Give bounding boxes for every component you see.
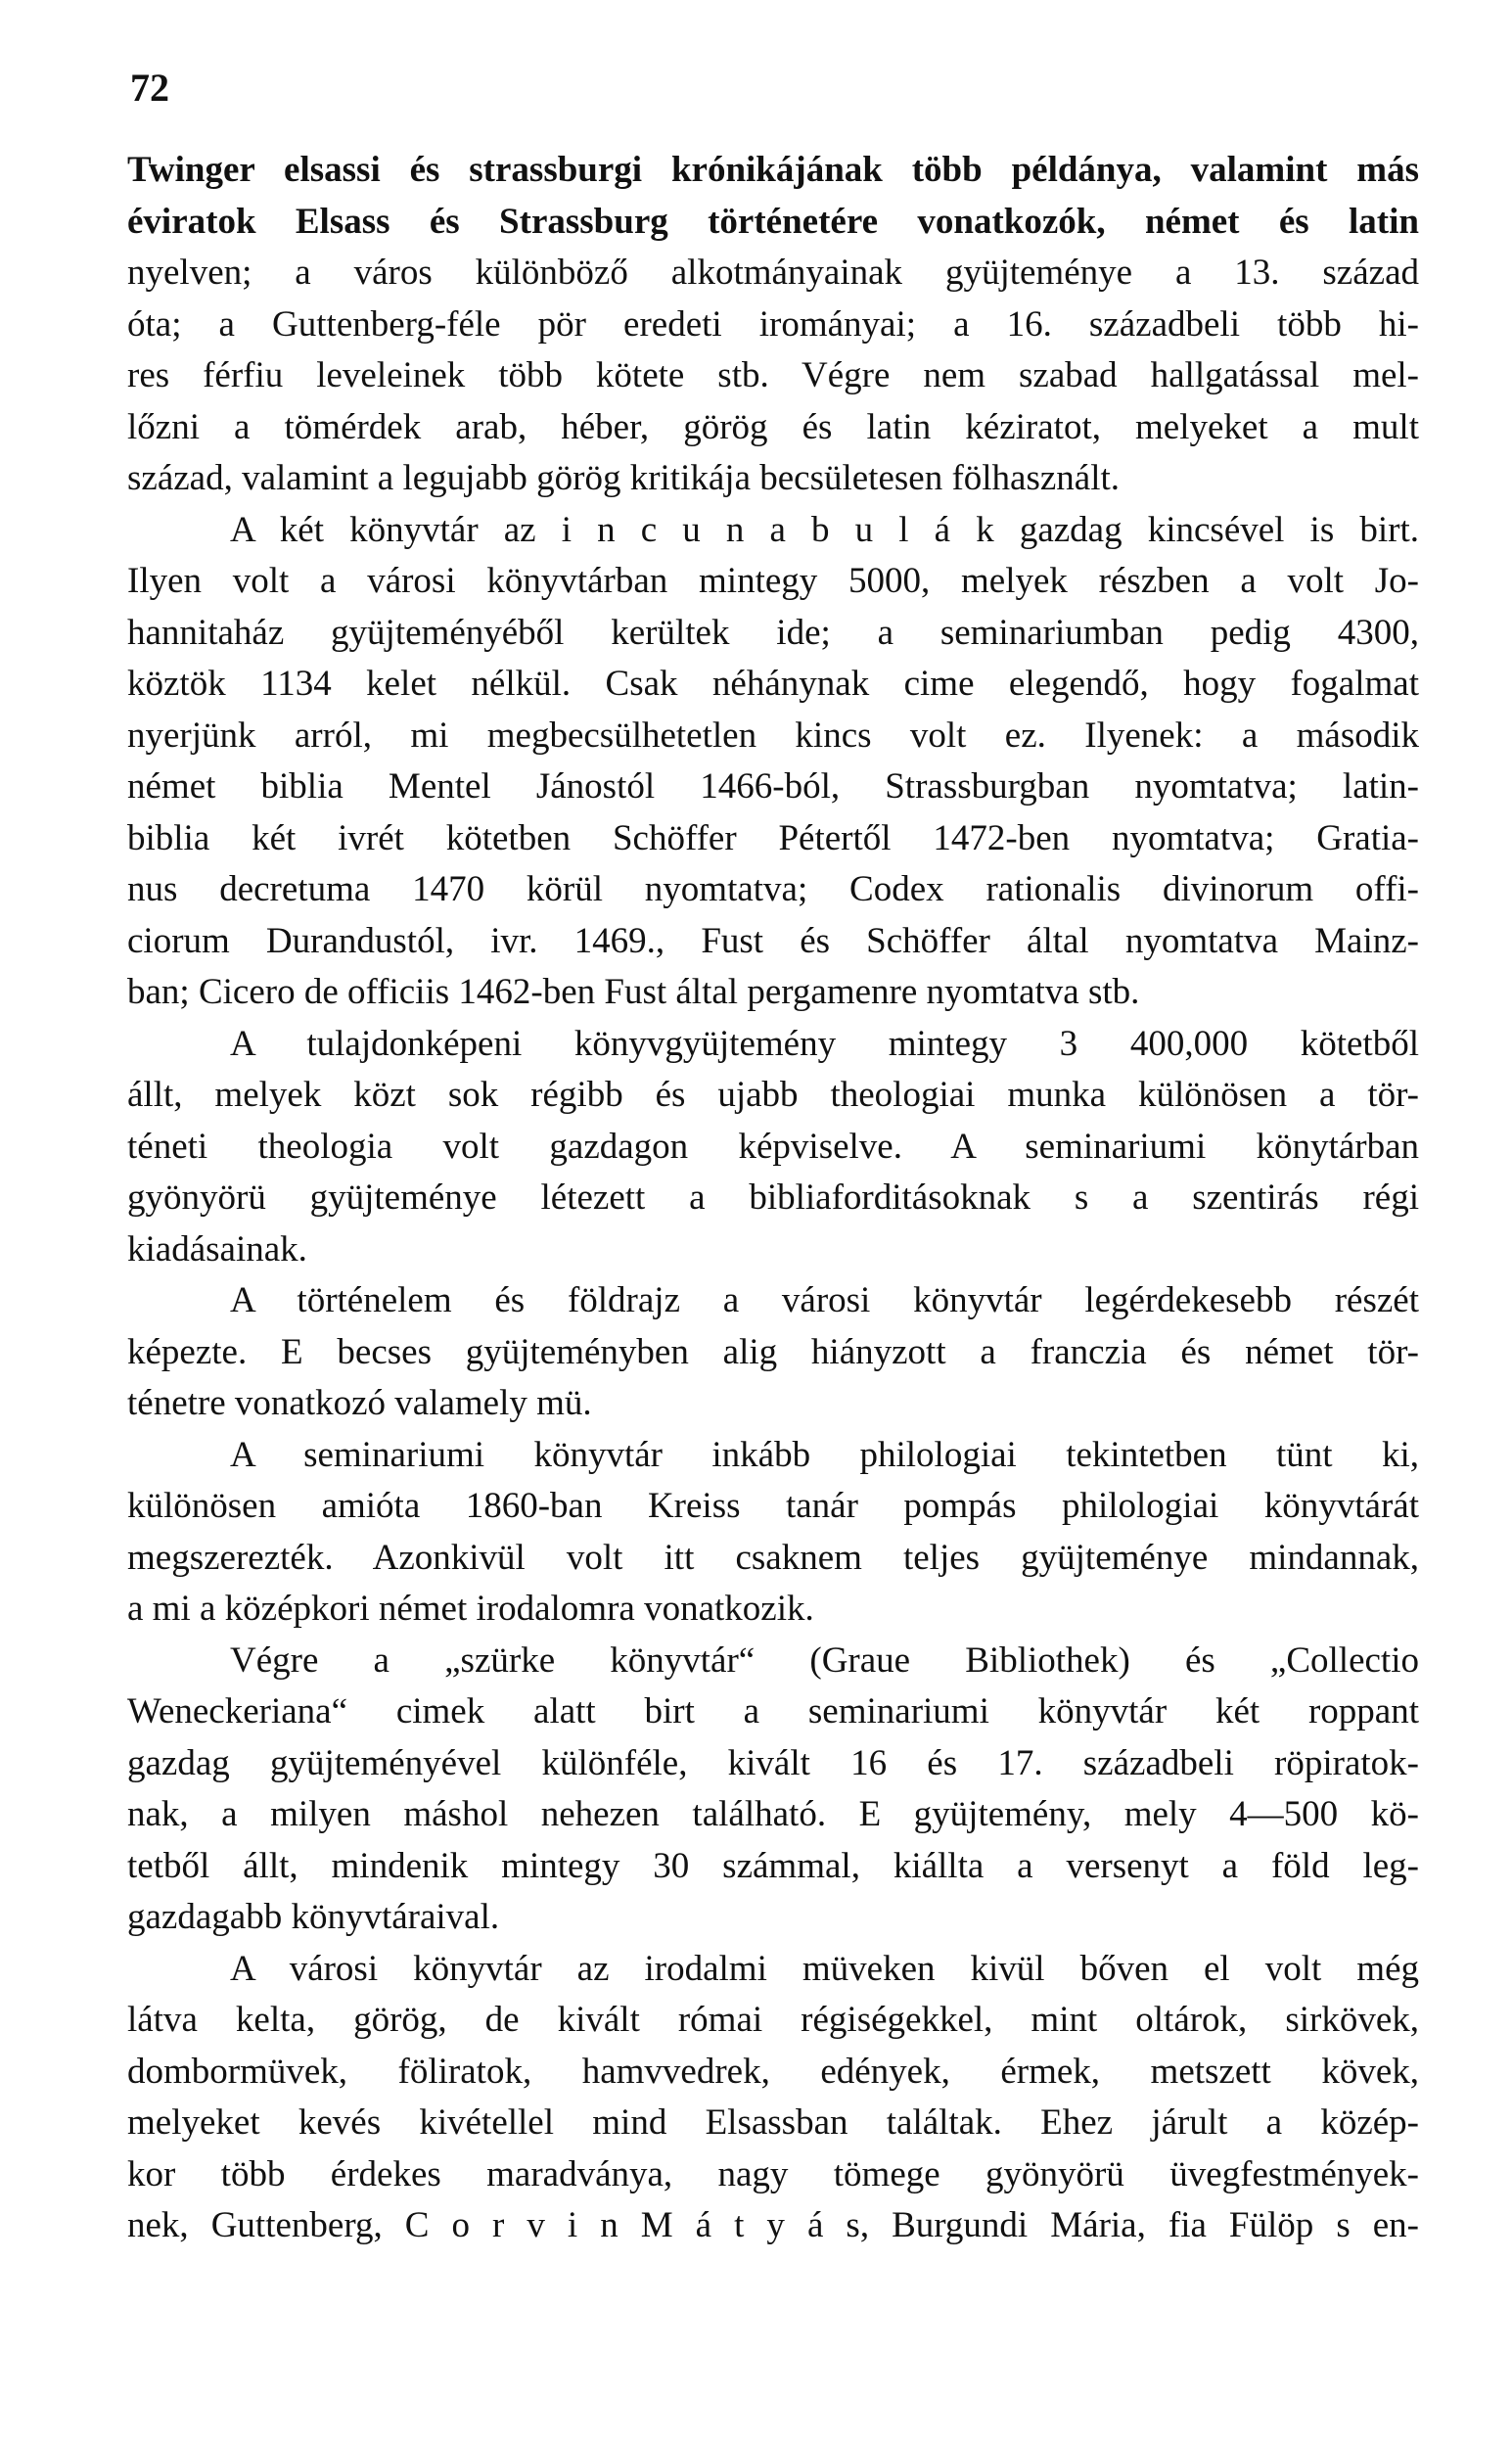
text-line: köztök 1134 kelet nélkül. Csak néhánynak cime elegendő, hogy fogalmat: [127, 664, 1419, 704]
text-line: gyönyörü gyüjteménye létezett a bibliaforditásoknak s a szentirás régi: [127, 1177, 1419, 1218]
text-line: Végre a „szürke könyvtár“ (Graue Bibliothek) és „Collectio: [230, 1639, 1419, 1681]
text-line: megszerezték. Azonkivül volt itt csaknem teljes gyüjteménye mindannak,: [127, 1537, 1419, 1578]
text-line: ban; Cicero de officiis 1462-ben Fust által pergamenre nyomtatva stb.: [127, 972, 1140, 1012]
text-line: lőzni a tömérdek arab, héber, görög és latin kéziratot, melyeket a mult: [127, 406, 1419, 447]
text-line: képezte. E becses gyüjteményben alig hiányzott a franczia és német tör-: [127, 1331, 1419, 1372]
text-line: hannitaház gyüjteményéből kerültek ide; a seminariumban pedig 4300,: [127, 612, 1419, 653]
text-line: A történelem és földrajz a városi könyvtár legérdekesebb részét: [230, 1280, 1419, 1320]
text-line: óta; a Guttenberg-féle pör eredeti irományai; a 16. századbeli több hi-: [127, 303, 1419, 345]
text-line: állt, melyek közt sok régibb és ujabb theologiai munka különösen a tör-: [127, 1075, 1419, 1115]
text-line: nak, a milyen máshol nehezen található. E gyüjtemény, mely 4—500 kö-: [127, 1794, 1419, 1834]
page-number: 72: [130, 66, 169, 110]
text-line: nyerjünk arról, mi megbecsülhetetlen kincs volt ez. Ilyenek: a második: [127, 715, 1419, 756]
text-line: a mi a középkori német irodalomra vonatkozik.: [127, 1589, 814, 1629]
text-line: A városi könyvtár az irodalmi müveken kivül bőven el volt még: [230, 1948, 1419, 1989]
text-line: német biblia Mentel Jánostól 1466-ból, Strassburgban nyomtatva; latin-: [127, 766, 1419, 807]
text-line: nyelven; a város különböző alkotmányainak gyüjteménye a 13. század: [127, 253, 1419, 293]
text-line: látva kelta, görög, de kivált római régiségekkel, mint oltárok, sirkövek,: [127, 2000, 1419, 2040]
text-line: A tulajdonképeni könyvgyüjtemény mintegy 3 400,000 kötetből: [230, 1023, 1419, 1064]
text-line: dombormüvek, föliratok, hamvvedrek, edények, érmek, metszett kövek,: [127, 2051, 1419, 2092]
text-line: tetből állt, mindenik mintegy 30 számmal, kiállta a versenyt a föld leg-: [127, 1845, 1419, 1886]
text-line: éviratok Elsass és Strassburg történetére vonatkozók, német és latin: [127, 201, 1419, 242]
text-line: Twinger elsassi és strassburgi krónikájának több példánya, valamint más: [127, 150, 1419, 190]
text-line: Ilyen volt a városi könyvtárban mintegy 5000, melyek részben a volt Jo-: [127, 561, 1419, 601]
text-line: gazdagabb könyvtáraival.: [127, 1897, 500, 1937]
text-line: A két könyvtár az i n c u n a b u l á k gazdag kincsével is birt.: [230, 509, 1419, 550]
text-line: biblia két ivrét kötetben Schöffer Pétertől 1472-ben nyomtatva; Gratia-: [127, 817, 1419, 858]
text-line: Weneckeriana“ cimek alatt birt a seminariumi könyvtár két roppant: [127, 1691, 1419, 1731]
text-line: ténetre vonatkozó valamely mü.: [127, 1383, 592, 1423]
text-line: kiadásainak.: [127, 1228, 307, 1270]
text-line: kor több érdekes maradványa, nagy tömege gyönyörü üvegfestmények-: [127, 2153, 1419, 2194]
text-line: különösen amióta 1860-ban Kreiss tanár pompás philologiai könyvtárát: [127, 1486, 1419, 1526]
text-line: téneti theologia volt gazdagon képviselve. A seminariumi könytárban: [127, 1126, 1419, 1167]
body-text: [127, 145, 1419, 2252]
text-line: nek, Guttenberg, C o r v i n M á t y á s, Burgundi Mária, fia Fülöp s en-: [127, 2205, 1419, 2245]
text-line: ciorum Durandustól, ivr. 1469., Fust és Schöffer által nyomtatva Mainz-: [127, 920, 1419, 961]
text-line: melyeket kevés kivétellel mind Elsassban találtak. Ehez járult a közép-: [127, 2102, 1419, 2143]
text-line: század, valamint a legujabb görög kritikája becsületesen fölhasznált.: [127, 458, 1121, 498]
text-line: res férfiu leveleinek több kötete stb. Végre nem szabad hallgatással mel-: [127, 355, 1419, 395]
text-line: gazdag gyüjteményével különféle, kivált 16 és 17. századbeli röpiratok-: [127, 1742, 1419, 1783]
text-line: nus decretuma 1470 körül nyomtatva; Codex rationalis divinorum offi-: [127, 869, 1419, 909]
text-line: A seminariumi könyvtár inkább philologiai tekintetben tünt ki,: [230, 1434, 1419, 1475]
